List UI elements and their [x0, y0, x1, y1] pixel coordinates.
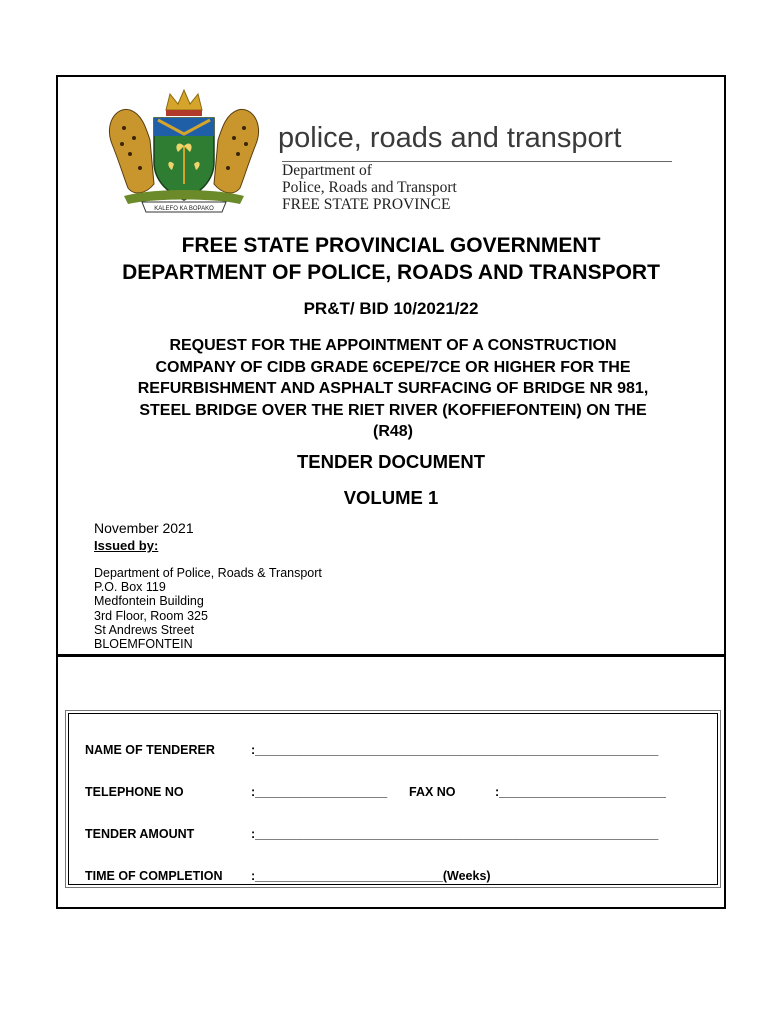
- dept-line: Department of: [282, 162, 372, 179]
- address-line: 3rd Floor, Room 325: [94, 608, 208, 623]
- address-line: P.O. Box 119: [94, 580, 166, 595]
- telephone-label: TELEPHONE NO: [85, 785, 184, 799]
- cover-frame: [56, 75, 726, 909]
- tender-amount-label: TENDER AMOUNT: [85, 827, 195, 841]
- coat-of-arms-icon: [94, 84, 274, 218]
- time-of-completion-field[interactable]: :___________________________(Weeks): [251, 869, 491, 883]
- address-line: St Andrews Street: [94, 622, 195, 637]
- section-divider: [58, 654, 724, 657]
- description-line: REFURBISHMENT AND ASPHALT SURFACING OF BRIDGE NR 981,: [137, 380, 649, 397]
- government-heading: FREE STATE PROVINCIAL GOVERNMENT: [181, 234, 601, 257]
- issue-date: November 2021: [94, 520, 194, 536]
- issuer-address: [94, 566, 322, 651]
- description-line: COMPANY OF CIDB GRADE 6CEPE/7CE OR HIGHER FOR THE: [155, 358, 631, 376]
- name-of-tenderer-label: NAME OF TENDERER: [85, 743, 215, 757]
- department-heading: DEPARTMENT OF POLICE, ROADS AND TRANSPORT: [122, 261, 660, 284]
- fax-label: FAX NO: [409, 785, 456, 799]
- issued-by-label: Issued by:: [94, 538, 159, 553]
- brand-wordmark: police, roads and transport: [278, 122, 622, 154]
- tenderer-details-form: [68, 713, 718, 885]
- department-name-block: [282, 162, 457, 213]
- dept-line: FREE STATE PROVINCE: [282, 196, 451, 213]
- fax-field[interactable]: :________________________: [495, 785, 667, 799]
- telephone-field[interactable]: :___________________: [251, 785, 388, 799]
- bid-number: PR&T/ BID 10/2021/22: [303, 299, 479, 318]
- time-of-completion-label: TIME OF COMPLETION: [85, 869, 223, 883]
- address-line: BLOEMFONTEIN: [94, 637, 193, 652]
- description-line: REQUEST FOR THE APPOINTMENT OF A CONSTRUCTION: [169, 337, 617, 354]
- tender-amount-field[interactable]: :__________________________________________________________: [251, 827, 659, 841]
- tender-description: [88, 335, 698, 443]
- address-line: Medfontein Building: [94, 594, 204, 609]
- volume-title: VOLUME 1: [343, 487, 439, 508]
- svg-text:KALEFO KA BOPAKO: KALEFO KA BOPAKO: [154, 206, 214, 212]
- department-logo: [94, 84, 674, 218]
- name-of-tenderer-field[interactable]: :__________________________________________________________: [251, 743, 659, 757]
- document-type-title: TENDER DOCUMENT: [296, 451, 486, 472]
- address-line: Department of Police, Roads & Transport: [94, 566, 322, 580]
- dept-line: Police, Roads and Transport: [282, 179, 457, 196]
- description-line: STEEL BRIDGE OVER THE RIET RIVER (KOFFIEFONTEIN) ON THE: [139, 401, 647, 419]
- description-line: (R48): [372, 423, 413, 440]
